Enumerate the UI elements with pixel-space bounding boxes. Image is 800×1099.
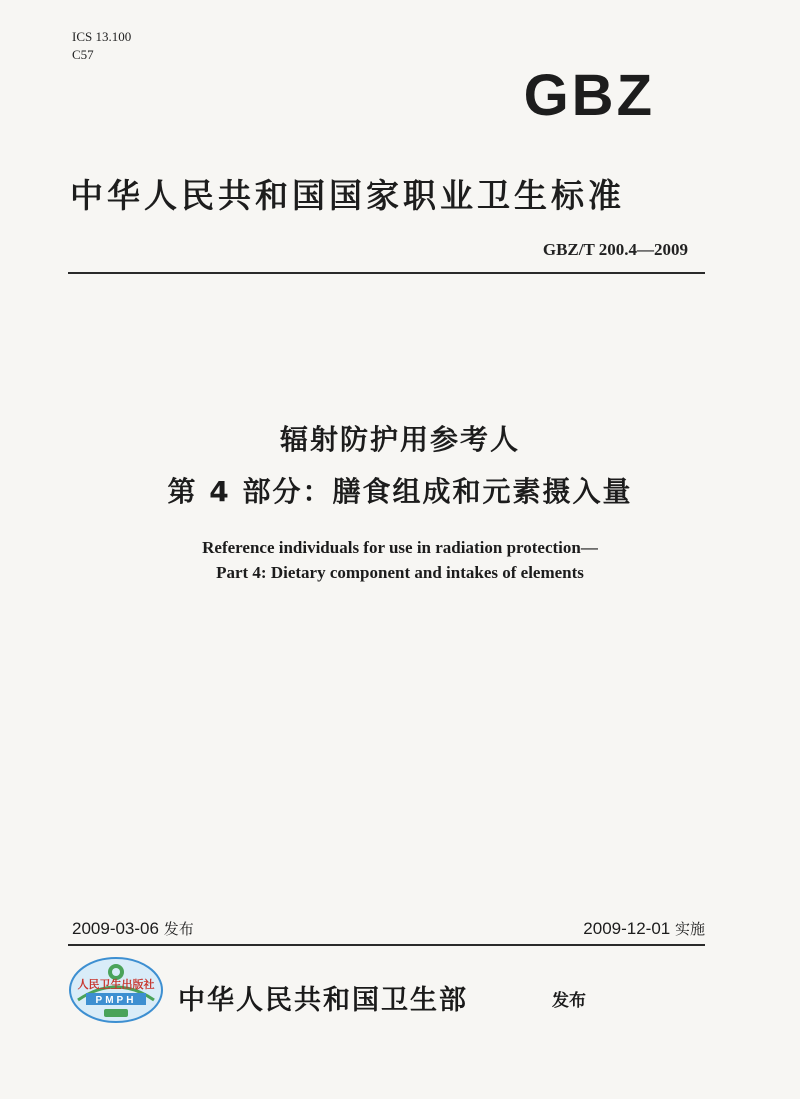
bottom-divider (68, 944, 705, 946)
publisher-logo-icon (68, 956, 164, 1024)
ics-classification (72, 28, 131, 64)
title-zh-line1: 辐射防护用参考人 (279, 423, 520, 456)
standard-category: 中华人民共和国国家职业卫生标准 (70, 176, 625, 215)
ics-code: ICS 13.100 (72, 29, 132, 44)
effective-date-block (583, 918, 705, 939)
effective-label: 实施 (674, 920, 705, 938)
title-zh-line2: 第 4 部分：膳食组成和元素摄入量 (167, 475, 633, 508)
top-divider (68, 272, 705, 274)
publish-label: 发布 (163, 920, 194, 938)
title-en-line2: Part 4: Dietary component and intakes of elements (216, 563, 584, 582)
gbz-logo: GBZ (523, 63, 655, 128)
svg-text:人民卫生出版社: 人民卫生出版社 (77, 978, 155, 991)
issuer-label: 发布 (552, 991, 586, 1011)
issuing-authority: 中华人民共和国卫生部 (178, 985, 468, 1016)
title-en-line1: Reference individuals for use in radiation protection— (202, 538, 598, 557)
ccs-code: C57 (72, 47, 94, 62)
effective-date: 2009-12-01 (583, 919, 671, 938)
publish-date: 2009-03-06 (72, 919, 159, 938)
publish-date-block (72, 918, 194, 939)
standard-code: GBZ/T 200.4—2009 (542, 240, 688, 259)
svg-text:PMPH: PMPH (95, 995, 137, 1006)
